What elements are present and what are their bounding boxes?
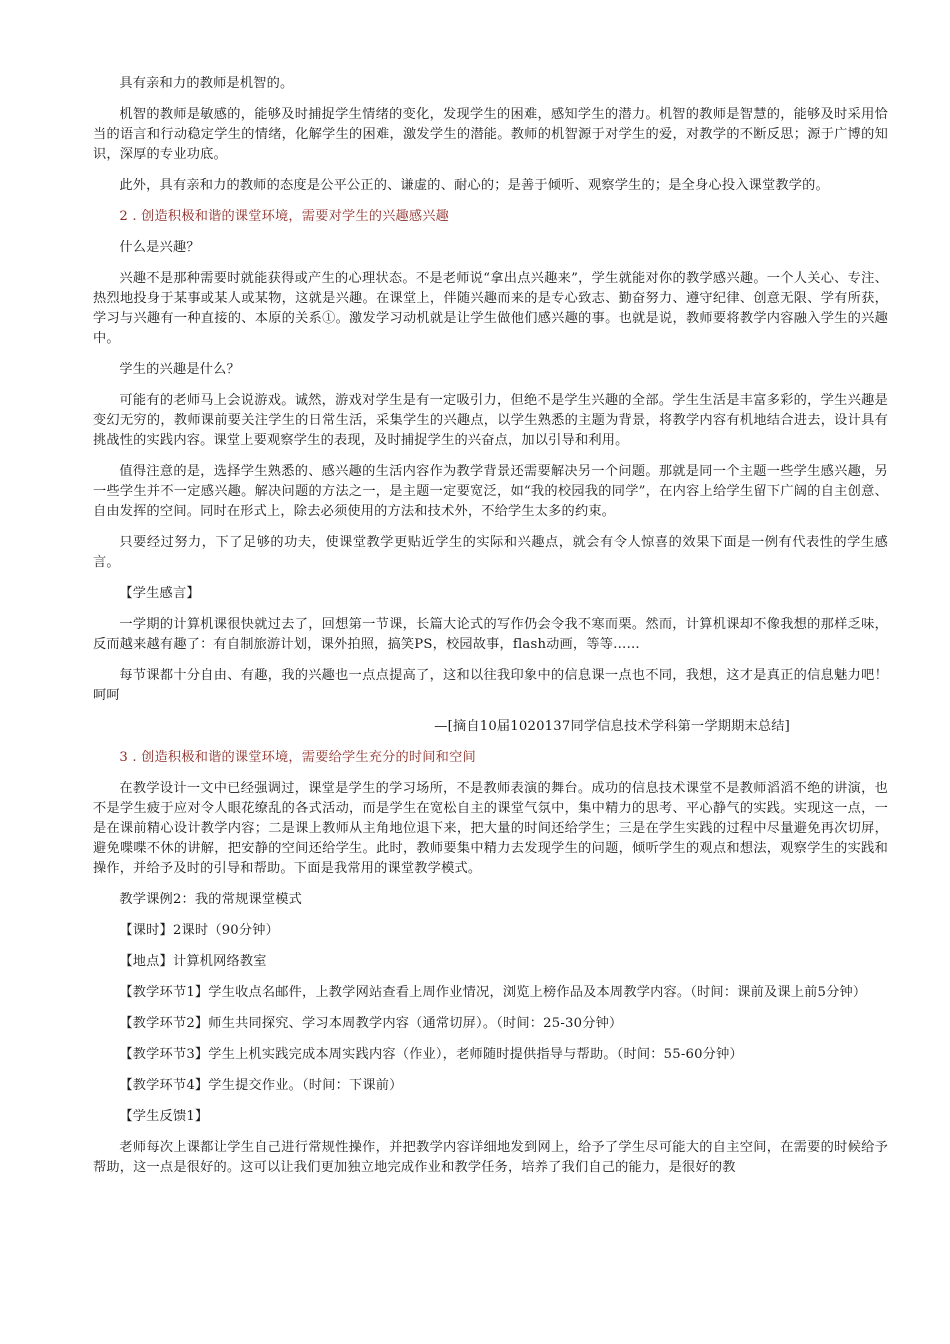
paragraph: 值得注意的是，选择学生熟悉的、感兴趣的生活内容作为教学背景还需要解决另一个问题。那就是同一个主题一些学生感兴趣，另一些学生并不一定感兴趣。解决问题的方法之一，是主题一定要宽泛，如“我的校园我的同学”，在内容上给学生留下广阔的自主创意、自由发挥的空间。同时在形式上，除去必须使用的方法和技术外，不给学生太多的约束。 xyxy=(93,464,888,519)
paragraph: 什么是兴趣？ xyxy=(119,240,200,255)
paragraph: 【教学环节3】学生上机实践完成本周实践内容（作业），老师随时提供指导与帮助。（时间：55-60分钟） xyxy=(119,1047,743,1062)
section-heading-2: 2 . 创造积极和谐的课堂环境，需要对学生的兴趣感兴趣 xyxy=(119,209,450,224)
paragraph: 【教学环节4】学生提交作业。（时间：下课前） xyxy=(119,1078,403,1093)
paragraph: 教学课例2：我的常规课堂模式 xyxy=(119,892,303,907)
paragraph: 具有亲和力的教师是机智的。 xyxy=(119,76,294,91)
paragraph: 每节课都十分自由、有趣，我的兴趣也一点点提高了，这和以往我印象中的信息课一点也不同，我想，这才是真正的信息魅力吧！呵呵 xyxy=(93,668,888,703)
paragraph: 一学期的计算机课很快就过去了，回想第一节课，长篇大论式的写作仍会令我不寒而栗。然而，计算机课却不像我想的那样乏味，反而越来越有趣了：有自制旅游计划，课外拍照，搞笑PS，校园故事，flash动画，等等…… xyxy=(93,617,888,652)
paragraph: 【学生感言】 xyxy=(119,586,200,601)
paragraph: 学生的兴趣是什么？ xyxy=(119,362,240,377)
paragraph: 可能有的老师马上会说游戏。诚然，游戏对学生是有一定吸引力，但绝不是学生兴趣的全部。学生生活是丰富多彩的，学生兴趣是变幻无穷的，教师课前要关注学生的日常生活，采集学生的兴趣点，以学生熟悉的主题为背景，将教学内容有机地结合进去，设计具有挑战性的实践内容。课堂上要观察学生的表现，及时捕捉学生的兴奋点，加以引导和利用。 xyxy=(93,393,888,448)
paragraph: 机智的教师是敏感的，能够及时捕捉学生情绪的变化，发现学生的困难，感知学生的潜力。机智的教师是智慧的，能够及时采用恰当的语言和行动稳定学生的情绪，化解学生的困难，激发学生的潜能。教师的机智源于对学生的爱，对教学的不断反思；源于广博的知识，深厚的专业功底。 xyxy=(93,107,888,162)
paragraph: 老师每次上课都让学生自己进行常规性操作，并把教学内容详细地发到网上，给予了学生尽可能大的自主空间，在需要的时候给予帮助，这一点是很好的。这可以让我们更加独立地完成作业和教学任务，培养了我们自己的能力，是很好的教 xyxy=(93,1140,888,1175)
paragraph: 兴趣不是那种需要时就能获得或产生的心理状态。不是老师说“拿出点兴趣来”，学生就能对你的教学感兴趣。一个人关心、专注、热烈地投身于某事或某人或某物，这就是兴趣。在课堂上，伴随兴趣而来的是专心致志、勤奋努力、遵守纪律、创意无限、学有所获，学习与兴趣有一种直接的、本原的关系①。激发学习动机就是让学生做他们感兴趣的事。也就是说，教师要将教学内容融入学生的兴趣中。 xyxy=(93,271,888,346)
paragraph: 【学生反馈1】 xyxy=(119,1109,209,1124)
paragraph: 此外，具有亲和力的教师的态度是公平公正的、谦虚的、耐心的；是善于倾听、观察学生的；是全身心投入课堂教学的。 xyxy=(119,178,829,193)
section-heading-3: 3 . 创造积极和谐的课堂环境，需要给学生充分的时间和空间 xyxy=(119,750,476,765)
paragraph: 【地点】计算机网络教室 xyxy=(119,954,267,969)
paragraph: 只要经过努力，下了足够的功夫，使课堂教学更贴近学生的实际和兴趣点，就会有令人惊喜的效果下面是一例有代表性的学生感言。 xyxy=(93,535,888,570)
paragraph: 【教学环节2】师生共同探究、学习本周教学内容（通常切屏）。（时间：25-30分钟） xyxy=(119,1016,623,1031)
paragraph: 【课时】2课时（90分钟） xyxy=(119,923,280,938)
quote-attribution: —[摘自10届1020137同学信息技术学科第一学期期末总结] xyxy=(434,719,790,734)
document-page xyxy=(93,74,888,1189)
paragraph: 【教学环节1】学生收点名邮件，上教学网站查看上周作业情况，浏览上榜作品及本周教学内容。（时间：课前及课上前5分钟） xyxy=(119,985,867,1000)
paragraph: 在教学设计一文中已经强调过，课堂是学生的学习场所，不是教师表演的舞台。成功的信息技术课堂不是教师滔滔不绝的讲演，也不是学生疲于应对令人眼花缭乱的各式活动，而是学生在宽松自主的课堂气氛中，集中精力的思考、平心静气的实践。实现这一点，一是在课前精心设计教学内容；二是课上教师从主角地位退下来，把大量的时间还给学生；三是在学生实践的过程中尽量避免再次切屏，避免喋喋不休的讲解，把安静的空间还给学生。此时，教师要集中精力去发现学生的问题，倾听学生的观点和想法，观察学生的实践和操作，并给予及时的引导和帮助。下面是我常用的课堂教学模式。 xyxy=(93,781,888,876)
